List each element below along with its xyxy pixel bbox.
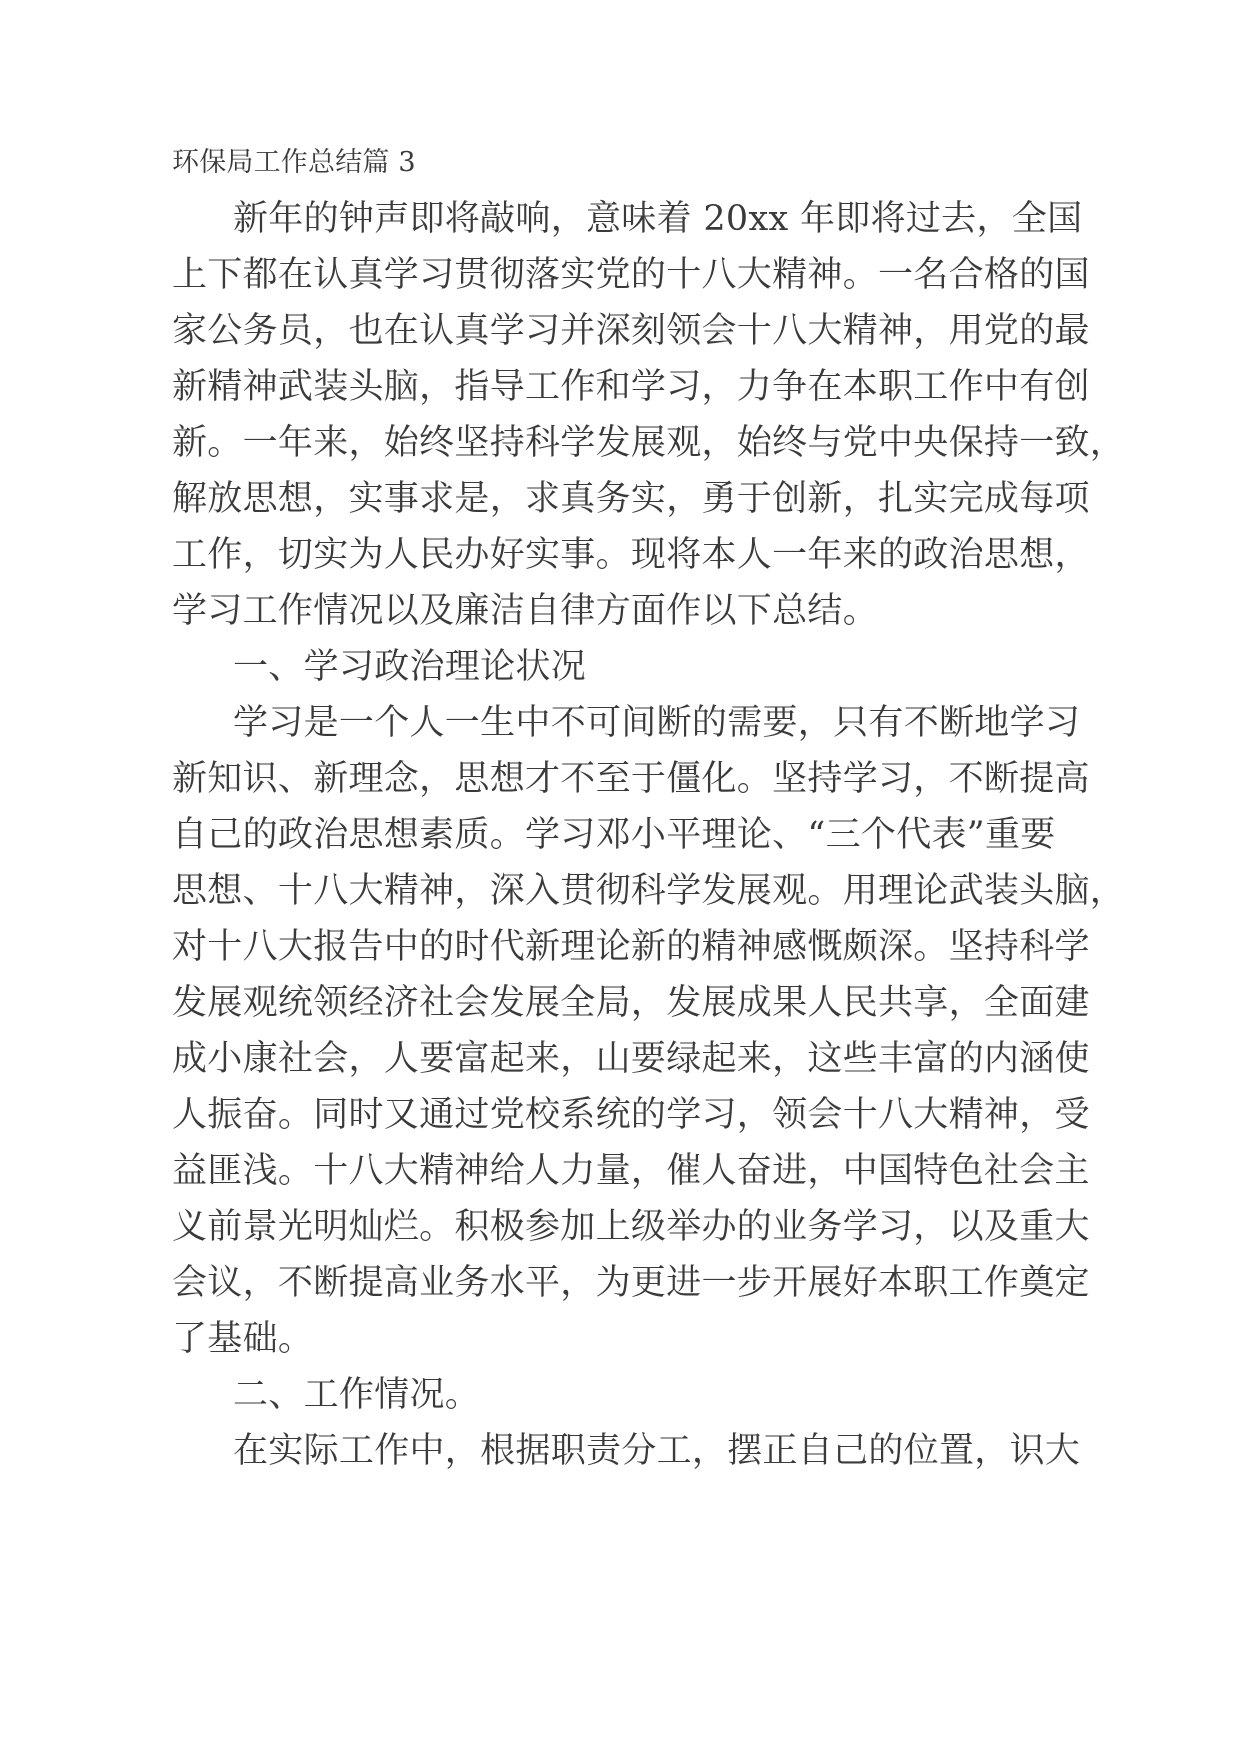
- section-heading: 一、学习政治理论状况: [233, 647, 587, 687]
- paragraph-line: 解放思想，实事求是，求真务实，勇于创新，扎实完成每项: [172, 479, 1090, 519]
- paragraph-line: 对十八大报告中的时代新理论新的精神感慨颇深。坚持科学: [172, 927, 1090, 967]
- paragraph-line: 益匪浅。十八大精神给人力量，催人奋进，中国特色社会主: [172, 1151, 1090, 1191]
- paragraph-line: 学习工作情况以及廉洁自律方面作以下总结。: [172, 591, 879, 631]
- paragraph-line: 新知识、新理念，思想才不至于僵化。坚持学习，不断提高: [172, 759, 1090, 799]
- document-title: 环保局工作总结篇 3: [172, 147, 416, 178]
- paragraph-line: 自己的政治思想素质。学习邓小平理论、“三个代表”重要: [172, 815, 1056, 855]
- paragraph-line: 了基础。: [172, 1319, 314, 1359]
- paragraph-line: 在实际工作中，根据职责分工，摆正自己的位置，识大: [233, 1431, 1081, 1471]
- paragraph-line: 人振奋。同时又通过党校系统的学习，领会十八大精神，受: [172, 1095, 1090, 1135]
- paragraph-line: 新。一年来，始终坚持科学发展观，始终与党中央保持一致，: [172, 423, 1126, 463]
- paragraph-line: 思想、十八大精神，深入贯彻科学发展观。用理论武装头脑，: [172, 871, 1126, 911]
- paragraph-line: 家公务员，也在认真学习并深刻领会十八大精神，用党的最: [172, 311, 1090, 351]
- paragraph-line: 成小康社会，人要富起来，山要绿起来，这些丰富的内涵使: [172, 1039, 1090, 1079]
- paragraph-line: 义前景光明灿烂。积极参加上级举办的业务学习，以及重大: [172, 1207, 1090, 1247]
- paragraph-line: 工作，切实为人民办好实事。现将本人一年来的政治思想，: [172, 535, 1090, 575]
- section-heading: 二、工作情况。: [233, 1375, 481, 1415]
- paragraph-line: 会议，不断提高业务水平，为更进一步开展好本职工作奠定: [172, 1263, 1090, 1303]
- paragraph-line: 发展观统领经济社会发展全局，发展成果人民共享，全面建: [172, 983, 1090, 1023]
- paragraph-line: 上下都在认真学习贯彻落实党的十八大精神。一名合格的国: [172, 255, 1090, 295]
- paragraph-line: 新精神武装头脑，指导工作和学习，力争在本职工作中有创: [172, 367, 1090, 407]
- paragraph-line: 学习是一个人一生中不可间断的需要，只有不断地学习: [233, 703, 1081, 743]
- paragraph-line: 新年的钟声即将敲响，意味着 20xx 年即将过去，全国: [233, 199, 1083, 239]
